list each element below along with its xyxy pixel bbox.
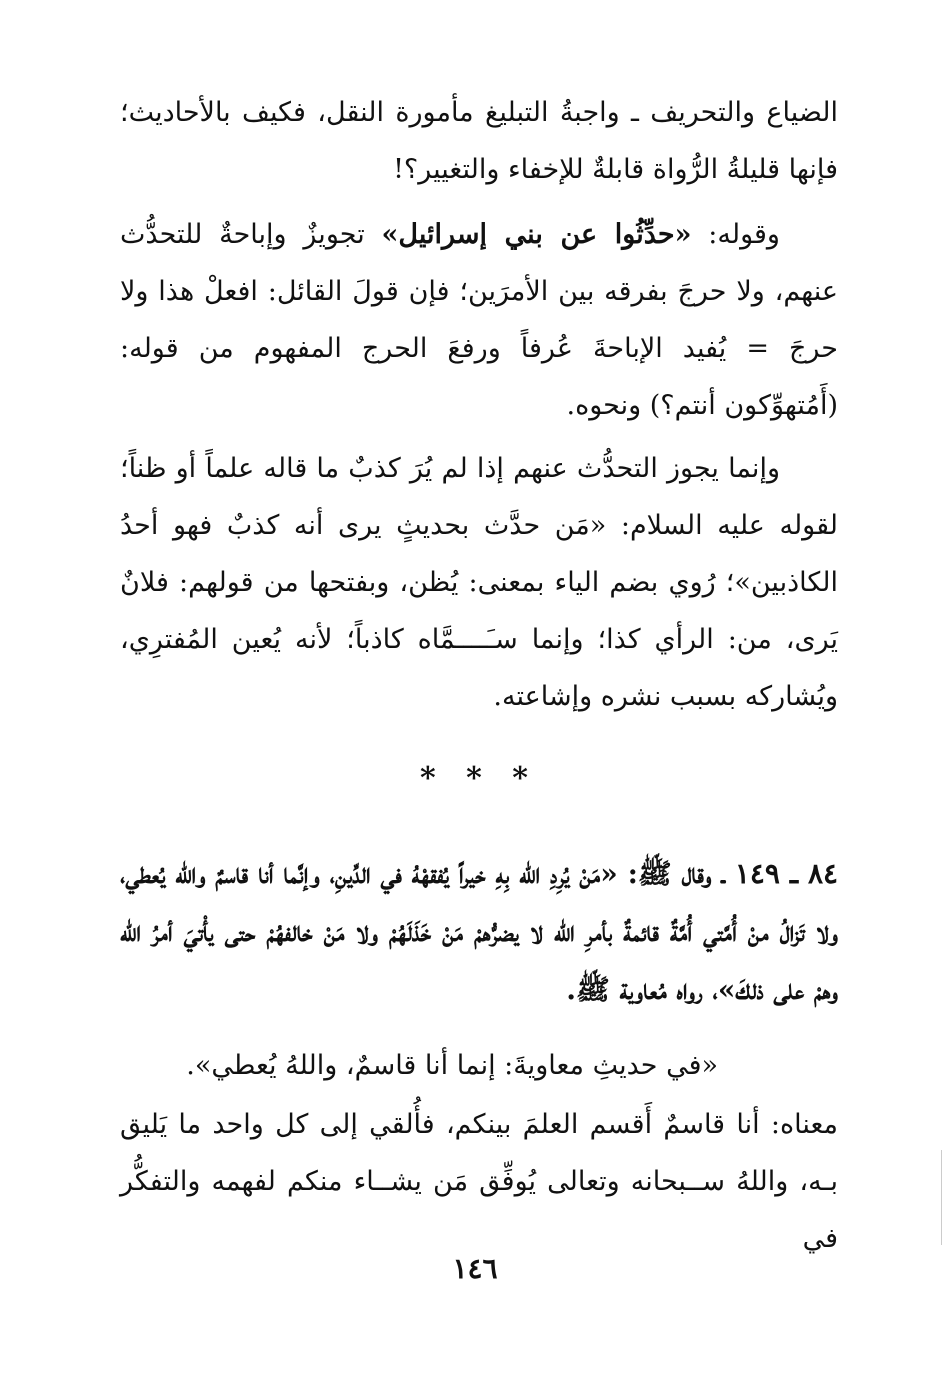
quoted-hadith-phrase: «حدِّثُوا عن بني إسرائيل» bbox=[381, 219, 692, 250]
commentary-heading: «في حديثِ معاويةَ: إنما أنا قاسمٌ، واللهُ يُعطي». bbox=[186, 1050, 718, 1081]
scan-edge-line bbox=[941, 1150, 942, 1245]
commentary-paragraph: معناه: أنا قاسمٌ أَقسم العلمَ بينكم، فأُلقي إلى كل واحد ما يَليق بـه، واللهُ ســبحانه وتعالى يُوفِّق مَن يشــاء منكم لفهمه والتفكُّر في bbox=[120, 1109, 838, 1254]
paragraph-rest: تجويزٌ وإباحةٌ للتحدُّث عنهم، ولا حرجَ بفرقه بين الأمرَين؛ فإن قولَ القائل: افعلْ هذا ولا حرجَ = يُفيد الإباحةَ عُرفاً ورفعَ الحرج المفهوم من قوله: (أَمُتهوِّكون أنتم؟) ونحوه. bbox=[120, 219, 838, 421]
hadith-text: وقال ﷺ: «مَنْ يُرِدِ الله بِهِ خيراً يُفقهْهُ في الدِّينِ، وإنَّما أنا قاسمٌ والله يُعطي، ولا تَزالُ منْ أُمَّتي أُمَّةٌ قائمةٌ بأمرِ الله لا يضرُّهمْ مَنْ خَذَلَهُمْ ولا مَنْ خالفهُمْ حتى يأْتيَ أمرُ الله وهمْ على ذلكَ»، رواه مُعاوية ﷺ. bbox=[120, 857, 839, 1006]
section-separator: * * * bbox=[420, 761, 538, 796]
paragraph-commentary-israel bbox=[120, 206, 838, 434]
hadith-block bbox=[120, 845, 838, 1019]
paragraph-permissibility: وإنما يجوز التحدُّث عنهم إذا لم يُرَ كذبٌ ما قاله علماً أو ظناً؛ لقوله عليه السلام: «مَن حدَّث بحديثٍ يرى أنه كذبٌ فهو أحدُ الكاذبين»؛ رُوي بضم الياء بمعنى: يُظن، وبفتحها من قولهم: فلانٌ يَرى، من: الرأي كذا؛ وإنما سـَــــمَّاه كاذباً؛ لأنه يُعين المُفترِي، ويُشاركه بسبب نشره وإشاعته. bbox=[120, 453, 838, 712]
page-number: ١٤٦ bbox=[452, 1252, 498, 1285]
paragraph-continuation: الضياع والتحريف ـ واجبةُ التبليغ مأمورة النقل، فكيف بالأحاديث؛ فإنها قليلةُ الرُّواة قابلةٌ للإخفاء والتغيير؟! bbox=[120, 97, 838, 185]
paragraph-lead: وقوله: bbox=[691, 219, 780, 250]
page-body bbox=[120, 84, 838, 1267]
hadith-number: ٨٤ ـ ١٤٩ ـ bbox=[721, 857, 839, 890]
